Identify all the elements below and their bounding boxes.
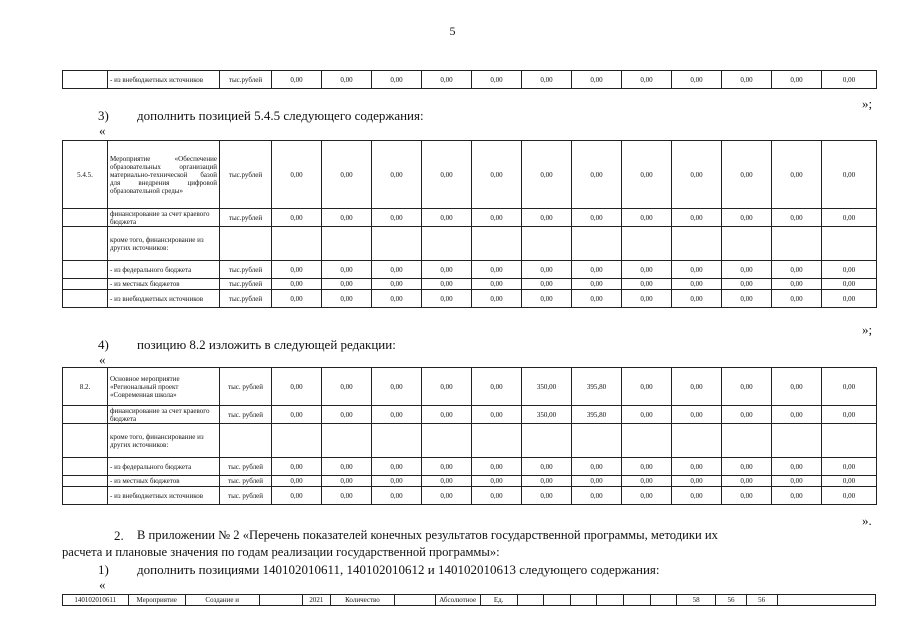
value-cell: 0,00: [672, 209, 722, 227]
unit-cell: [220, 424, 272, 458]
value-cell: 0,00: [472, 476, 522, 487]
value-cell: 0,00: [772, 476, 822, 487]
table-row: [63, 141, 877, 209]
value-cell: 0,00: [722, 71, 772, 89]
value-cell: [722, 227, 772, 261]
unit-cell: тыс. рублей: [220, 476, 272, 487]
item-3-text: дополнить позицией 5.4.5 следующего содержания:: [137, 108, 424, 123]
value-cell: 0,00: [422, 290, 472, 308]
value-cell: 0,00: [672, 368, 722, 406]
value-cell: 0,00: [722, 209, 772, 227]
code-cell: [63, 476, 108, 487]
value-cell: 0,00: [772, 141, 822, 209]
value-cell: 0,00: [272, 290, 322, 308]
unit-cell: тыс.рублей: [220, 290, 272, 308]
unit-cell: тыс.рублей: [220, 209, 272, 227]
value-cell: 0,00: [272, 368, 322, 406]
value-cell: 0,00: [672, 406, 722, 424]
table-row: [63, 261, 877, 279]
value-cell: 395,80: [572, 368, 622, 406]
value-cell: 0,00: [772, 458, 822, 476]
value-cell: 0,00: [472, 209, 522, 227]
value-cell: [672, 227, 722, 261]
value-cell: [622, 227, 672, 261]
value-cell: 0,00: [822, 290, 877, 308]
row-label: Основное мероприятие «Региональный проект «Современная школа»: [108, 368, 220, 406]
indicator-cell: 58: [677, 595, 716, 606]
indicator-cell: 56: [746, 595, 777, 606]
unit-cell: тыс. рублей: [220, 406, 272, 424]
item-3-number: 3): [98, 108, 109, 123]
item-1-number: 1): [98, 562, 109, 577]
table-row: [63, 279, 877, 290]
value-cell: 0,00: [822, 261, 877, 279]
value-cell: [372, 227, 422, 261]
value-cell: [822, 227, 877, 261]
value-cell: 0,00: [372, 279, 422, 290]
value-cell: 0,00: [722, 406, 772, 424]
value-cell: 0,00: [672, 261, 722, 279]
value-cell: 0,00: [572, 458, 622, 476]
opening-quote: «: [99, 123, 106, 138]
indicator-cell: [624, 595, 651, 606]
value-cell: 0,00: [722, 476, 772, 487]
row-label: - из местных бюджетов: [108, 476, 220, 487]
value-cell: 0,00: [472, 141, 522, 209]
unit-cell: тыс.рублей: [220, 71, 272, 89]
value-cell: 350,00: [522, 406, 572, 424]
value-cell: 0,00: [522, 71, 572, 89]
value-cell: 0,00: [622, 487, 672, 505]
value-cell: 0,00: [772, 209, 822, 227]
code-cell: [63, 487, 108, 505]
value-cell: 0,00: [772, 71, 822, 89]
value-cell: 0,00: [422, 71, 472, 89]
value-cell: 0,00: [272, 458, 322, 476]
value-cell: 0,00: [722, 487, 772, 505]
code-cell: [63, 290, 108, 308]
value-cell: 0,00: [522, 141, 572, 209]
value-cell: 0,00: [272, 487, 322, 505]
value-cell: 0,00: [622, 368, 672, 406]
value-cell: 0,00: [822, 406, 877, 424]
value-cell: 0,00: [572, 209, 622, 227]
value-cell: 0,00: [672, 71, 722, 89]
code-cell: [63, 71, 108, 89]
code-cell: [63, 261, 108, 279]
value-cell: 0,00: [772, 487, 822, 505]
value-cell: 0,00: [722, 141, 772, 209]
value-cell: [272, 227, 322, 261]
table-row: [63, 487, 877, 505]
closing-quote: »;: [862, 96, 873, 111]
row-label: - из внебюджетных источников: [108, 487, 220, 505]
row-label: кроме того, финансирование из других источников:: [108, 424, 220, 458]
opening-quote: «: [99, 577, 106, 592]
value-cell: 0,00: [472, 458, 522, 476]
item-1-text: дополнить позициями 140102010611, 140102010612 и 140102010613 следующего содержания:: [137, 562, 660, 577]
value-cell: 0,00: [772, 261, 822, 279]
row-label: Мероприятие «Обеспечение образовательных организаций материально-технической базой для внедрения цифровой образовательной среды»: [108, 141, 220, 209]
value-cell: 0,00: [772, 279, 822, 290]
opening-quote: «: [99, 352, 106, 367]
value-cell: 0,00: [372, 261, 422, 279]
value-cell: 0,00: [572, 487, 622, 505]
value-cell: [572, 227, 622, 261]
value-cell: 0,00: [322, 406, 372, 424]
value-cell: 0,00: [422, 261, 472, 279]
value-cell: 0,00: [722, 261, 772, 279]
code-cell: [63, 209, 108, 227]
section-2-line-2: расчета и плановые значения по годам реализации государственной программы»:: [62, 545, 500, 559]
section-2-number: 2.: [114, 528, 124, 543]
top-continuation-table: [62, 70, 877, 89]
value-cell: 0,00: [422, 368, 472, 406]
indicator-cell: [544, 595, 571, 606]
value-cell: 0,00: [372, 141, 422, 209]
value-cell: 0,00: [722, 290, 772, 308]
value-cell: 0,00: [272, 406, 322, 424]
indicator-cell: [517, 595, 544, 606]
value-cell: 0,00: [372, 458, 422, 476]
code-cell: [63, 424, 108, 458]
value-cell: 0,00: [322, 368, 372, 406]
value-cell: 0,00: [322, 476, 372, 487]
table-row: [63, 595, 876, 606]
row-label: - из внебюджетных источников: [108, 71, 220, 89]
code-cell: [63, 458, 108, 476]
value-cell: [472, 424, 522, 458]
value-cell: 0,00: [472, 406, 522, 424]
value-cell: 0,00: [422, 476, 472, 487]
code-cell: [63, 227, 108, 261]
value-cell: 0,00: [272, 71, 322, 89]
value-cell: 0,00: [522, 290, 572, 308]
value-cell: [772, 227, 822, 261]
value-cell: 0,00: [472, 487, 522, 505]
value-cell: 0,00: [622, 406, 672, 424]
value-cell: 0,00: [672, 290, 722, 308]
value-cell: 0,00: [472, 290, 522, 308]
value-cell: 0,00: [372, 290, 422, 308]
value-cell: [372, 424, 422, 458]
indicator-cell: [777, 595, 875, 606]
value-cell: 0,00: [522, 279, 572, 290]
value-cell: 0,00: [622, 279, 672, 290]
value-cell: 0,00: [272, 141, 322, 209]
value-cell: 0,00: [472, 279, 522, 290]
value-cell: 0,00: [672, 476, 722, 487]
value-cell: 0,00: [722, 368, 772, 406]
table-row: [63, 71, 877, 89]
table-row: [63, 368, 877, 406]
value-cell: 0,00: [722, 279, 772, 290]
closing-quote: »;: [862, 322, 873, 337]
position-5-4-5-table: [62, 140, 877, 308]
position-code: 8.2.: [63, 368, 108, 406]
indicator-cell: Ед.: [480, 595, 517, 606]
value-cell: 0,00: [572, 279, 622, 290]
value-cell: 0,00: [272, 209, 322, 227]
value-cell: 0,00: [672, 279, 722, 290]
value-cell: 0,00: [772, 368, 822, 406]
value-cell: [572, 424, 622, 458]
row-label: финансирование за счет краевого бюджета: [108, 406, 220, 424]
value-cell: 0,00: [822, 476, 877, 487]
value-cell: 0,00: [622, 71, 672, 89]
value-cell: 0,00: [422, 141, 472, 209]
indicator-cell: [259, 595, 302, 606]
section-2-line-1: В приложении № 2 «Перечень показателей конечных результатов государственной программы, методики их: [137, 528, 718, 542]
value-cell: 0,00: [322, 209, 372, 227]
unit-cell: тыс.рублей: [220, 141, 272, 209]
value-cell: 0,00: [622, 476, 672, 487]
value-cell: [322, 227, 372, 261]
code-cell: [63, 279, 108, 290]
value-cell: 0,00: [572, 290, 622, 308]
position-code: 5.4.5.: [63, 141, 108, 209]
indicator-cell: 140102010611: [63, 595, 129, 606]
table-row: [63, 290, 877, 308]
indicator-cell: Абсолютное: [435, 595, 480, 606]
position-8-2-table: [62, 367, 877, 505]
value-cell: [522, 424, 572, 458]
value-cell: 0,00: [372, 368, 422, 406]
value-cell: 0,00: [622, 290, 672, 308]
indicator-cell: 56: [716, 595, 747, 606]
value-cell: 0,00: [472, 261, 522, 279]
value-cell: 0,00: [272, 279, 322, 290]
value-cell: 0,00: [522, 458, 572, 476]
value-cell: [822, 424, 877, 458]
value-cell: 0,00: [522, 476, 572, 487]
value-cell: [622, 424, 672, 458]
value-cell: [422, 424, 472, 458]
value-cell: 0,00: [322, 290, 372, 308]
value-cell: 0,00: [572, 141, 622, 209]
value-cell: 0,00: [822, 279, 877, 290]
value-cell: 0,00: [822, 458, 877, 476]
value-cell: 0,00: [672, 141, 722, 209]
indicator-cell: Количество: [331, 595, 394, 606]
value-cell: 0,00: [322, 261, 372, 279]
value-cell: [322, 424, 372, 458]
value-cell: 0,00: [622, 261, 672, 279]
value-cell: 0,00: [622, 209, 672, 227]
value-cell: 0,00: [422, 209, 472, 227]
value-cell: 0,00: [372, 406, 422, 424]
value-cell: [722, 424, 772, 458]
value-cell: [472, 227, 522, 261]
value-cell: 0,00: [322, 487, 372, 505]
value-cell: 0,00: [272, 261, 322, 279]
value-cell: 0,00: [822, 141, 877, 209]
value-cell: 0,00: [472, 71, 522, 89]
row-label: - из федерального бюджета: [108, 458, 220, 476]
indicator-cell: [650, 595, 677, 606]
value-cell: 0,00: [422, 406, 472, 424]
indicator-cell: Мероприятие: [128, 595, 185, 606]
unit-cell: тыс. рублей: [220, 368, 272, 406]
value-cell: 0,00: [822, 368, 877, 406]
value-cell: 0,00: [372, 487, 422, 505]
row-label: кроме того, финансирование из других источников:: [108, 227, 220, 261]
indicator-cell: 2021: [302, 595, 331, 606]
value-cell: 0,00: [422, 487, 472, 505]
value-cell: 0,00: [372, 71, 422, 89]
closing-quote: ».: [862, 513, 872, 528]
indicator-table: [62, 594, 876, 606]
value-cell: 0,00: [772, 406, 822, 424]
value-cell: 0,00: [372, 209, 422, 227]
value-cell: [672, 424, 722, 458]
table-row: [63, 424, 877, 458]
indicator-cell: [394, 595, 435, 606]
value-cell: 0,00: [422, 279, 472, 290]
table-row: [63, 458, 877, 476]
value-cell: 0,00: [322, 279, 372, 290]
value-cell: 0,00: [372, 476, 422, 487]
value-cell: [272, 424, 322, 458]
value-cell: 395,80: [572, 406, 622, 424]
value-cell: 0,00: [672, 487, 722, 505]
value-cell: 0,00: [322, 458, 372, 476]
value-cell: 0,00: [772, 290, 822, 308]
unit-cell: тыс.рублей: [220, 279, 272, 290]
value-cell: 0,00: [622, 458, 672, 476]
indicator-cell: [597, 595, 624, 606]
value-cell: 0,00: [672, 458, 722, 476]
page-number: 5: [449, 24, 456, 38]
unit-cell: [220, 227, 272, 261]
value-cell: [522, 227, 572, 261]
row-label: - из федерального бюджета: [108, 261, 220, 279]
value-cell: [422, 227, 472, 261]
value-cell: 0,00: [322, 71, 372, 89]
table-row: [63, 227, 877, 261]
unit-cell: тыс. рублей: [220, 487, 272, 505]
code-cell: [63, 406, 108, 424]
value-cell: 0,00: [722, 458, 772, 476]
row-label: - из местных бюджетов: [108, 279, 220, 290]
table-row: [63, 476, 877, 487]
table-row: [63, 406, 877, 424]
row-label: финансирование за счет краевого бюджета: [108, 209, 220, 227]
value-cell: 0,00: [272, 476, 322, 487]
value-cell: 0,00: [522, 487, 572, 505]
value-cell: 0,00: [822, 209, 877, 227]
value-cell: 0,00: [322, 141, 372, 209]
value-cell: 0,00: [572, 261, 622, 279]
unit-cell: тыс. рублей: [220, 458, 272, 476]
value-cell: 0,00: [572, 476, 622, 487]
indicator-cell: Создание и: [185, 595, 259, 606]
value-cell: 0,00: [522, 261, 572, 279]
value-cell: 350,00: [522, 368, 572, 406]
value-cell: 0,00: [822, 71, 877, 89]
unit-cell: тыс.рублей: [220, 261, 272, 279]
value-cell: 0,00: [622, 141, 672, 209]
item-4-text: позицию 8.2 изложить в следующей редакции:: [137, 337, 396, 352]
value-cell: 0,00: [572, 71, 622, 89]
value-cell: 0,00: [822, 487, 877, 505]
row-label: - из внебюджетных источников: [108, 290, 220, 308]
table-row: [63, 209, 877, 227]
value-cell: 0,00: [472, 368, 522, 406]
value-cell: [772, 424, 822, 458]
item-4-number: 4): [98, 337, 109, 352]
indicator-cell: [570, 595, 597, 606]
value-cell: 0,00: [522, 209, 572, 227]
value-cell: 0,00: [422, 458, 472, 476]
